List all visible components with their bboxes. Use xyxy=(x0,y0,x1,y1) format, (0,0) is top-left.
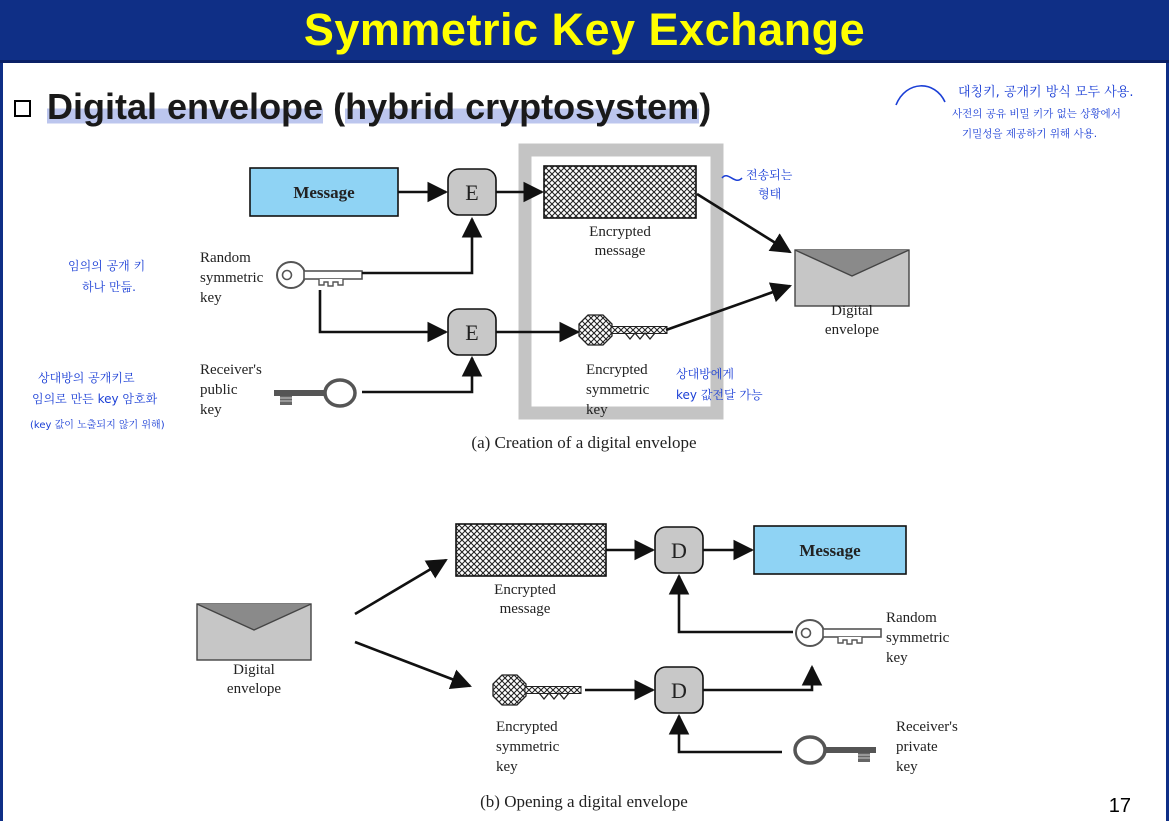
public-key-line2: public xyxy=(200,382,238,398)
receivers-public-key-icon xyxy=(274,380,355,406)
encrypted-key-line2: symmetric xyxy=(586,382,650,398)
subtitle-paren-open: ( xyxy=(323,86,346,127)
opening-encrypted-key-line3: key xyxy=(496,759,518,775)
page-number: 17 xyxy=(1108,795,1131,817)
private-key-line1: Receiver's xyxy=(896,719,958,735)
encrypted-message-line2: message xyxy=(594,243,646,259)
opening-random-key-line1: Random xyxy=(886,610,937,626)
caption-b: (b) Opening a digital envelope xyxy=(480,792,688,811)
annotation-curve xyxy=(896,86,945,105)
tilde-mark xyxy=(722,176,742,181)
opening-envelope-line1: Digital xyxy=(233,662,275,678)
page-title: Symmetric Key Exchange xyxy=(303,4,866,55)
decrypt-label-2: D xyxy=(671,678,687,703)
message-label: Message xyxy=(293,183,355,202)
opening-encrypted-key-line1: Encrypted xyxy=(496,719,558,735)
encrypted-symmetric-key-icon xyxy=(579,315,667,345)
opening-encrypted-message-box xyxy=(456,524,606,576)
envelope-label-line1: Digital xyxy=(831,303,873,319)
receivers-private-key-icon xyxy=(795,737,876,763)
public-key-line1: Receiver's xyxy=(200,362,262,378)
encrypted-message-box xyxy=(544,166,696,218)
note-public-key-line2: 임의로 만든 key 암호화 xyxy=(32,392,158,406)
opening-arrows xyxy=(355,550,812,752)
encrypted-key-line3: key xyxy=(586,402,608,418)
subtitle-highlight-1: Digital envelope xyxy=(47,86,324,127)
public-key-line3: key xyxy=(200,402,222,418)
random-symmetric-key-icon xyxy=(277,262,362,288)
random-key-line2: symmetric xyxy=(200,270,264,286)
private-key-line2: private xyxy=(896,739,938,755)
encrypt-label-1: E xyxy=(465,180,479,205)
note-send-key-line1: 상대방에게 xyxy=(676,367,734,381)
envelope-label-line2: envelope xyxy=(824,322,880,338)
opening-digital-envelope-icon xyxy=(197,604,311,660)
opening-random-key-icon xyxy=(796,620,881,646)
subtitle-highlight-2: hybrid cryptosystem xyxy=(345,86,700,127)
decrypt-label-1: D xyxy=(671,538,687,563)
opening-envelope-line2: envelope xyxy=(226,681,282,697)
note-top-right-line2: 사전의 공유 비밀 키가 없는 상황에서 xyxy=(952,108,1121,120)
note-transmitted-line2: 형태 xyxy=(758,187,782,201)
note-top-right-line3: 기밀성을 제공하기 위해 사용. xyxy=(962,128,1098,140)
private-key-line3: key xyxy=(896,759,918,775)
subtitle-paren-close: ) xyxy=(699,86,712,127)
encrypt-label-2: E xyxy=(465,320,479,345)
digital-envelope-icon xyxy=(795,250,909,306)
opening-encrypted-key-line2: symmetric xyxy=(496,739,560,755)
opening-encrypted-key-icon xyxy=(493,675,581,705)
note-random-key-line1: 임의의 공개 키 xyxy=(68,259,146,273)
opening-encrypted-message-line1: Encrypted xyxy=(494,582,556,598)
opening-encrypted-message-line2: message xyxy=(499,601,551,617)
caption-a: (a) Creation of a digital envelope xyxy=(471,433,697,452)
opening-random-key-line3: key xyxy=(886,650,908,666)
note-send-key-line2: key 값전달 가능 xyxy=(676,388,763,402)
opening-message-label: Message xyxy=(799,541,861,560)
note-random-key-line2: 하나 만듦. xyxy=(82,280,136,294)
random-key-line1: Random xyxy=(200,250,251,266)
note-transmitted-line1: 전송되는 xyxy=(746,168,793,182)
opening-random-key-line2: symmetric xyxy=(886,630,950,646)
encrypted-message-line1: Encrypted xyxy=(589,224,651,240)
note-public-key-line3: (key 값이 노출되지 않기 위해) xyxy=(30,420,165,431)
encrypted-key-line1: Encrypted xyxy=(586,362,648,378)
random-key-line3: key xyxy=(200,290,222,306)
note-public-key-line1: 상대방의 공개키로 xyxy=(38,371,135,385)
note-top-right-line1: 대칭키, 공개키 방식 모두 사용. xyxy=(958,85,1134,100)
